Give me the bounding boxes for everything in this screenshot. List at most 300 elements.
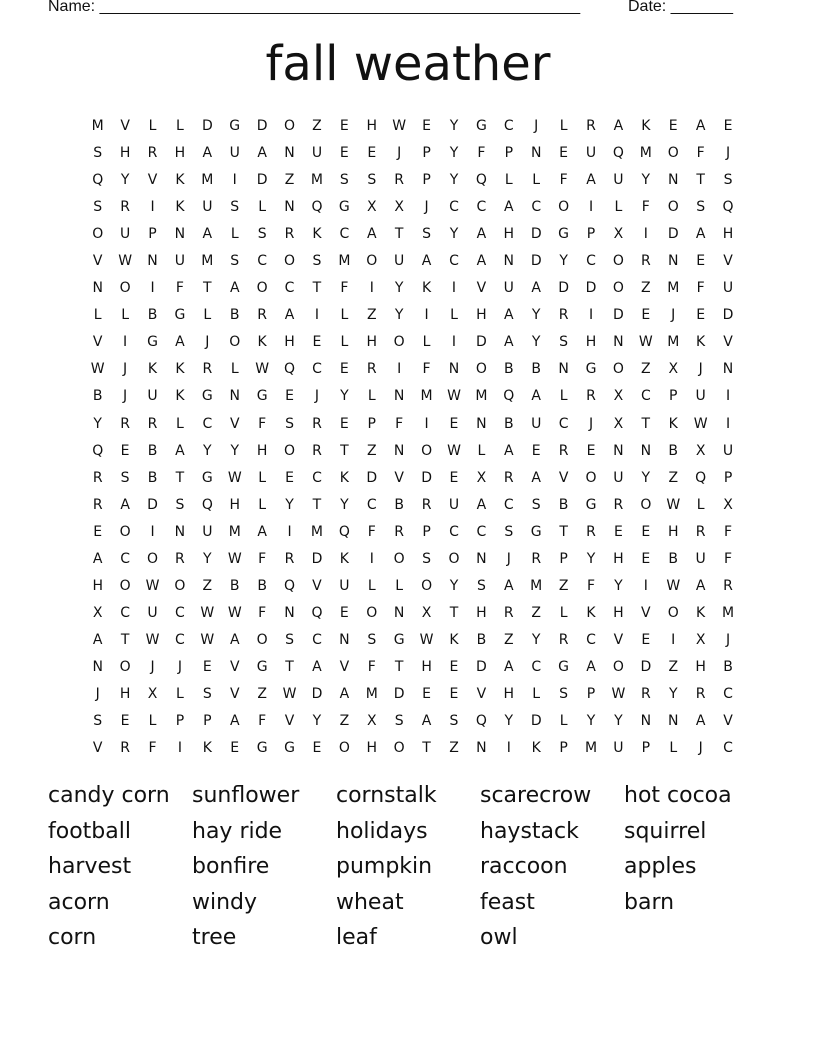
grid-cell: Q xyxy=(201,496,213,513)
grid-cell: F xyxy=(641,199,650,216)
grid-cell: S xyxy=(312,253,322,270)
grid-cell: J xyxy=(588,415,594,432)
grid-cell: S xyxy=(422,226,432,243)
grid-cell: X xyxy=(92,604,103,621)
grid-row xyxy=(84,383,742,410)
grid-cell: V xyxy=(723,253,733,270)
grid-cell: O xyxy=(119,523,131,540)
grid-cell: F xyxy=(586,577,596,594)
grid-cell: R xyxy=(147,415,158,432)
grid-cell: E xyxy=(422,686,431,702)
grid-cell: F xyxy=(175,280,184,297)
grid-cell: R xyxy=(284,226,295,243)
grid-cell: Q xyxy=(695,469,707,486)
grid-cell: E xyxy=(422,118,431,135)
grid-cell: P xyxy=(559,740,568,757)
grid-cell: K xyxy=(531,740,541,757)
grid-cell: D xyxy=(476,334,487,351)
grid-cell: C xyxy=(723,686,733,702)
grid-cell: H xyxy=(421,658,432,675)
grid-cell: K xyxy=(175,361,185,378)
grid-cell: Q xyxy=(92,442,104,459)
grid-cell: J xyxy=(725,631,731,648)
grid-cell: J xyxy=(671,307,676,324)
grid-cell: U xyxy=(585,145,597,162)
grid-cell: R xyxy=(92,496,103,513)
grid-cell: Z xyxy=(641,280,651,297)
grid-cell: S xyxy=(559,686,569,702)
grid-cell: N xyxy=(147,253,158,270)
grid-cell: F xyxy=(258,713,267,730)
grid-cell: J xyxy=(698,740,703,757)
grid-cell: R xyxy=(586,118,596,135)
grid-cell: Y xyxy=(394,280,404,297)
grid-cell: X xyxy=(366,713,377,730)
grid-cell: E xyxy=(339,415,349,432)
grid-cell: A xyxy=(175,334,185,351)
grid-cell: L xyxy=(121,307,130,324)
grid-cell: O xyxy=(421,442,433,459)
grid-cell: U xyxy=(695,388,706,405)
grid-cell: U xyxy=(147,388,158,405)
grid-row xyxy=(84,708,742,735)
grid-cell: U xyxy=(613,469,624,486)
grid-cell: B xyxy=(257,577,267,594)
grid-cell: O xyxy=(640,496,652,513)
grid-cell: X xyxy=(695,631,706,648)
grid-cell: Y xyxy=(531,631,541,648)
grid-cell: G xyxy=(256,740,268,757)
grid-cell: P xyxy=(586,226,596,243)
grid-cell: V xyxy=(120,118,130,135)
grid-cell: A xyxy=(202,226,213,243)
grid-row xyxy=(84,411,742,438)
grid-cell: Q xyxy=(722,199,734,216)
grid-row xyxy=(84,600,742,627)
grid-cell: Q xyxy=(284,361,296,378)
grid-cell: T xyxy=(203,280,212,297)
grid-cell: Y xyxy=(531,307,541,324)
grid-cell: C xyxy=(312,361,322,378)
grid-cell: V xyxy=(641,604,651,621)
grid-cell: E xyxy=(641,550,651,567)
grid-cell: S xyxy=(257,226,267,243)
grid-cell: K xyxy=(175,388,185,405)
grid-cell: C xyxy=(120,604,130,621)
grid-cell: T xyxy=(641,415,651,432)
grid-cell: A xyxy=(504,199,514,216)
grid-cell: N xyxy=(667,253,679,270)
grid-cell: R xyxy=(175,550,185,567)
grid-cell: D xyxy=(530,713,542,730)
grid-cell: V xyxy=(92,253,103,270)
grid-cell: M xyxy=(91,118,104,135)
grid-cell: D xyxy=(585,280,597,297)
grid-cell: W xyxy=(255,361,270,378)
grid-cell: O xyxy=(585,469,597,486)
grid-cell: O xyxy=(119,280,131,297)
word-bank-item: feast xyxy=(480,889,535,915)
grid-cell: L xyxy=(532,172,541,189)
grid-cell: Y xyxy=(312,713,322,730)
grid-cell: I xyxy=(643,226,648,243)
grid-cell: D xyxy=(558,280,569,297)
grid-cell: A xyxy=(202,145,213,162)
grid-cell: V xyxy=(339,658,350,675)
grid-cell: V xyxy=(476,686,487,702)
grid-cell: W xyxy=(227,550,242,567)
grid-cell: O xyxy=(421,577,433,594)
grid-cell: I xyxy=(451,280,457,297)
grid-cell: R xyxy=(92,469,103,486)
grid-cell: C xyxy=(476,523,487,540)
word-bank-item: hot cocoa xyxy=(624,783,732,809)
grid-cell: Q xyxy=(475,713,487,730)
word-bank-item: raccoon xyxy=(480,854,568,880)
grid-cell: Q xyxy=(92,172,104,189)
word-bank-row xyxy=(48,885,768,921)
grid-cell: W xyxy=(282,686,297,702)
grid-cell: W xyxy=(200,631,215,648)
grid-cell: N xyxy=(174,226,186,243)
grid-cell: M xyxy=(584,740,598,757)
grid-cell: X xyxy=(668,361,679,378)
grid-cell: O xyxy=(612,280,624,297)
grid-cell: N xyxy=(174,523,186,540)
grid-cell: I xyxy=(177,740,182,757)
grid-row xyxy=(84,546,742,573)
grid-cell: G xyxy=(530,523,542,540)
grid-cell: I xyxy=(671,631,676,648)
grid-cell: C xyxy=(531,658,542,675)
grid-cell: E xyxy=(696,307,706,324)
grid-cell: H xyxy=(503,226,515,243)
grid-cell: R xyxy=(586,388,596,405)
grid-cell: C xyxy=(558,415,569,432)
grid-cell: O xyxy=(92,226,104,243)
grid-cell: X xyxy=(476,469,487,486)
grid-cell: S xyxy=(175,496,185,513)
grid-row xyxy=(84,492,742,519)
grid-row xyxy=(84,735,742,762)
worksheet-header xyxy=(48,0,768,20)
grid-cell: W xyxy=(447,442,461,459)
word-bank-item: wheat xyxy=(336,889,404,915)
grid-cell: F xyxy=(696,280,705,297)
grid-cell: Y xyxy=(120,172,130,189)
grid-cell: O xyxy=(366,253,378,270)
grid-cell: M xyxy=(228,523,241,540)
grid-cell: F xyxy=(258,604,267,621)
grid-cell: E xyxy=(93,523,103,540)
grid-cell: D xyxy=(201,118,213,135)
grid-cell: K xyxy=(586,604,596,621)
grid-cell: N xyxy=(284,145,295,162)
grid-cell: O xyxy=(475,361,487,378)
grid-cell: E xyxy=(312,334,322,351)
grid-cell: W xyxy=(392,118,407,135)
grid-cell: L xyxy=(559,713,568,730)
grid-cell: O xyxy=(448,550,460,567)
grid-cell: A xyxy=(504,307,514,324)
grid-cell: T xyxy=(394,658,404,675)
grid-cell: E xyxy=(641,631,651,648)
grid-cell: R xyxy=(503,604,514,621)
grid-cell: H xyxy=(284,334,295,351)
grid-cell: O xyxy=(338,740,350,757)
grid-cell: A xyxy=(613,118,624,135)
grid-cell: I xyxy=(150,280,155,297)
grid-cell: I xyxy=(314,307,320,324)
grid-cell: K xyxy=(175,199,185,216)
grid-cell: T xyxy=(696,172,705,189)
grid-cell: L xyxy=(669,740,678,757)
grid-cell: F xyxy=(559,172,568,189)
grid-cell: E xyxy=(668,118,678,135)
grid-cell: X xyxy=(613,388,624,405)
grid-cell: X xyxy=(147,686,158,702)
grid-cell: D xyxy=(147,496,158,513)
grid-row xyxy=(84,194,742,221)
grid-cell: L xyxy=(367,388,376,405)
grid-cell: E xyxy=(285,469,294,486)
grid-cell: L xyxy=(422,334,431,351)
grid-row xyxy=(84,519,742,546)
grid-cell: I xyxy=(725,388,731,405)
grid-cell: U xyxy=(229,145,240,162)
grid-cell: S xyxy=(230,199,240,216)
word-bank-item: holidays xyxy=(336,818,428,844)
grid-cell: X xyxy=(723,496,733,513)
grid-cell: G xyxy=(585,361,597,378)
word-bank-item: acorn xyxy=(48,889,110,915)
grid-cell: W xyxy=(419,631,434,648)
grid-cell: R xyxy=(723,577,733,594)
grid-cell: A xyxy=(695,226,706,243)
grid-cell: S xyxy=(449,713,459,730)
grid-row xyxy=(84,167,742,194)
grid-row xyxy=(84,113,742,140)
grid-cell: X xyxy=(613,226,624,243)
grid-cell: J xyxy=(534,118,539,135)
grid-cell: Y xyxy=(614,577,623,594)
grid-cell: M xyxy=(310,172,323,189)
grid-cell: J xyxy=(314,388,320,405)
grid-cell: D xyxy=(393,686,405,702)
grid-cell: C xyxy=(586,631,596,648)
grid-cell: R xyxy=(503,469,514,486)
grid-cell: S xyxy=(367,172,377,189)
grid-cell: M xyxy=(310,523,323,540)
word-bank-item: cornstalk xyxy=(336,783,437,809)
grid-cell: A xyxy=(92,631,103,648)
grid-cell: K xyxy=(257,334,267,351)
grid-cell: O xyxy=(366,604,378,621)
grid-cell: F xyxy=(367,523,376,540)
grid-cell: U xyxy=(311,145,323,162)
word-bank-row xyxy=(48,920,768,956)
grid-cell: O xyxy=(229,334,241,351)
grid-cell: A xyxy=(531,280,541,297)
grid-cell: N xyxy=(667,713,679,730)
grid-cell: N xyxy=(229,388,240,405)
grid-cell: K xyxy=(312,226,322,243)
grid-cell: U xyxy=(174,253,186,270)
grid-cell: K xyxy=(421,280,432,297)
grid-cell: L xyxy=(176,686,184,702)
grid-cell: W xyxy=(638,334,653,351)
grid-cell: V xyxy=(92,740,103,757)
grid-cell: H xyxy=(366,334,378,351)
grid-cell: B xyxy=(147,469,158,486)
grid-cell: V xyxy=(229,658,240,675)
grid-cell: A xyxy=(421,253,432,270)
word-bank-item: leaf xyxy=(336,925,377,951)
grid-row xyxy=(84,140,742,167)
grid-cell: O xyxy=(256,280,268,297)
word-bank-item: harvest xyxy=(48,854,132,880)
grid-row xyxy=(84,627,742,654)
grid-cell: M xyxy=(475,388,488,405)
grid-cell: A xyxy=(586,658,596,675)
grid-cell: G xyxy=(338,199,350,216)
grid-cell: W xyxy=(666,577,681,594)
grid-cell: Q xyxy=(311,604,323,621)
grid-cell: N xyxy=(393,604,405,621)
grid-cell: E xyxy=(559,145,569,162)
word-bank-item: owl xyxy=(480,925,518,951)
grid-cell: O xyxy=(393,740,405,757)
grid-cell: N xyxy=(476,550,487,567)
grid-cell: Z xyxy=(668,658,679,675)
grid-row xyxy=(84,275,742,302)
grid-cell: M xyxy=(201,253,214,270)
grid-cell: L xyxy=(340,334,349,351)
grid-cell: C xyxy=(640,388,651,405)
grid-cell: N xyxy=(284,604,295,621)
grid-cell: N xyxy=(476,415,487,432)
grid-cell: A xyxy=(257,145,267,162)
grid-cell: S xyxy=(93,713,103,730)
grid-cell: N xyxy=(476,740,487,757)
word-bank-item: haystack xyxy=(480,818,579,844)
grid-cell: T xyxy=(120,631,130,648)
grid-cell: K xyxy=(147,361,158,378)
grid-cell: F xyxy=(340,280,349,297)
grid-cell: T xyxy=(312,280,322,297)
grid-cell: C xyxy=(586,253,596,270)
grid-cell: D xyxy=(366,469,378,486)
grid-cell: U xyxy=(503,280,514,297)
grid-cell: E xyxy=(449,469,459,486)
grid-cell: J xyxy=(177,658,182,675)
grid-cell: F xyxy=(477,145,486,162)
grid-cell: Y xyxy=(340,496,349,513)
grid-cell: E xyxy=(531,442,541,459)
grid-cell: Q xyxy=(284,577,296,594)
grid-cell: U xyxy=(448,496,460,513)
grid-cell: J xyxy=(150,658,155,675)
grid-cell: W xyxy=(666,496,681,513)
grid-cell: N xyxy=(284,199,295,216)
grid-cell: A xyxy=(695,713,706,730)
grid-cell: E xyxy=(202,658,212,675)
grid-cell: Q xyxy=(612,145,624,162)
grid-cell: E xyxy=(586,442,596,459)
grid-cell: D xyxy=(256,118,268,135)
word-bank-item: barn xyxy=(624,889,675,915)
grid-cell: A xyxy=(695,577,706,594)
grid-cell: E xyxy=(696,253,706,270)
grid-cell: L xyxy=(258,469,267,486)
grid-cell: C xyxy=(449,523,459,540)
word-bank-row xyxy=(48,814,768,850)
name-field-label: Name: ______________________________________________________ xyxy=(48,0,581,15)
grid-cell: S xyxy=(531,496,541,513)
grid-cell: L xyxy=(258,199,267,216)
grid-cell: U xyxy=(147,604,158,621)
grid-row xyxy=(84,329,742,356)
grid-cell: T xyxy=(175,469,185,486)
grid-cell: C xyxy=(120,550,130,567)
grid-cell: I xyxy=(369,280,374,297)
grid-cell: A xyxy=(504,442,514,459)
grid-cell: Z xyxy=(202,577,213,594)
grid-cell: K xyxy=(668,415,678,432)
grid-cell: R xyxy=(640,253,651,270)
grid-cell: B xyxy=(558,496,569,513)
grid-cell: N xyxy=(558,361,569,378)
grid-cell: S xyxy=(367,631,377,648)
grid-cell: C xyxy=(476,199,487,216)
grid-cell: A xyxy=(92,550,103,567)
grid-cell: L xyxy=(340,307,349,324)
grid-cell: A xyxy=(312,658,322,675)
grid-cell: L xyxy=(93,307,102,324)
grid-cell: A xyxy=(531,469,541,486)
grid-cell: S xyxy=(120,469,130,486)
grid-cell: I xyxy=(424,307,429,324)
grid-cell: B xyxy=(503,415,514,432)
grid-cell: V xyxy=(558,469,569,486)
grid-cell: C xyxy=(202,415,213,432)
grid-cell: P xyxy=(175,713,185,730)
grid-cell: Z xyxy=(641,361,651,378)
grid-row xyxy=(84,248,742,275)
word-bank-row xyxy=(48,778,768,814)
grid-cell: J xyxy=(123,361,128,378)
grid-cell: Y xyxy=(285,496,294,513)
grid-cell: M xyxy=(338,253,351,270)
grid-cell: S xyxy=(230,253,240,270)
grid-cell: S xyxy=(504,523,514,540)
grid-cell: A xyxy=(421,713,432,730)
grid-cell: V xyxy=(284,713,295,730)
grid-cell: A xyxy=(504,658,514,675)
grid-cell: B xyxy=(92,388,103,405)
word-bank-row xyxy=(48,849,768,885)
grid-cell: P xyxy=(669,388,678,405)
grid-cell: E xyxy=(230,740,240,757)
grid-cell: O xyxy=(147,550,159,567)
grid-cell: N xyxy=(339,631,350,648)
grid-cell: H xyxy=(92,577,103,594)
grid-cell: T xyxy=(312,496,322,513)
grid-cell: O xyxy=(667,199,679,216)
grid-cell: M xyxy=(722,604,735,621)
grid-cell: O xyxy=(284,442,296,459)
grid-cell: M xyxy=(201,172,214,189)
